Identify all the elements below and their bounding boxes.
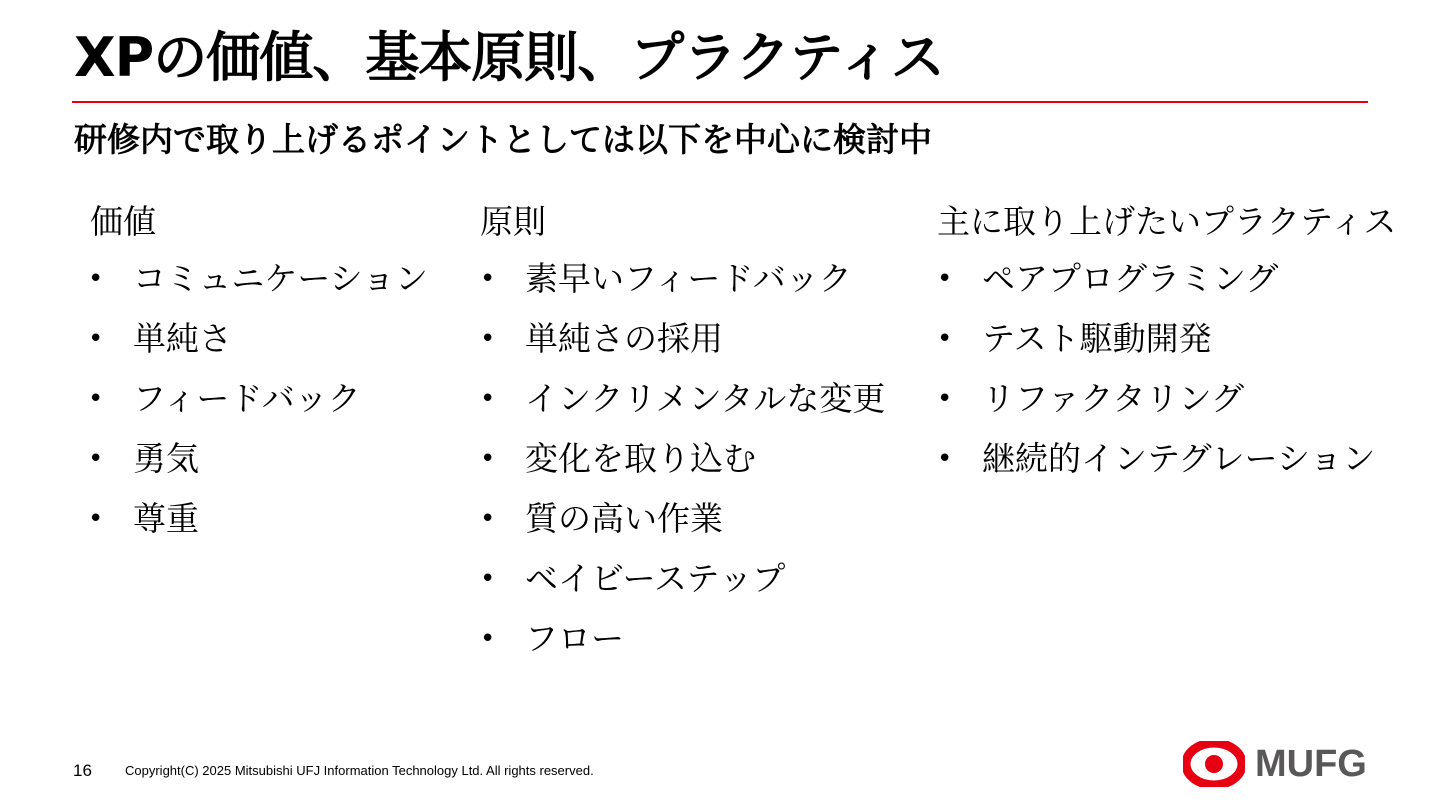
list-item-label: ベイビーステップ [525,559,786,598]
bullet: • [937,324,953,354]
practices-heading: 主に取り上げたいプラクティス [937,202,1397,241]
values-list [88,254,428,554]
list-item-label: フィードバック [133,379,361,418]
slide-subtitle: 研修内で取り上げるポイントとしては以下を中心に検討中 [74,120,932,159]
list-item-label: コミュニケーション [133,259,429,298]
title-underline [72,101,1368,103]
list-item [937,434,1396,494]
list-item-label: 勇気 [133,439,199,478]
list-item-label: インクリメンタルな変更 [525,379,886,418]
list-item-label: 変化を取り込む [525,439,756,478]
logo-wordmark: MUFG [1255,743,1367,785]
list-item-label: フロー [525,619,624,658]
list-item [937,374,1396,434]
list-item [88,374,428,434]
values-column [88,196,428,554]
mufg-logo-icon [1183,741,1245,787]
bullet: • [88,504,104,534]
practices-column [937,196,1396,494]
list-item [88,314,428,374]
list-item [480,314,885,374]
bullet: • [480,384,496,414]
list-item-label: 尊重 [133,499,199,538]
list-item [937,314,1396,374]
list-item-label: 素早いフィードバック [525,259,852,298]
list-item [480,374,885,434]
bullet: • [937,264,953,294]
list-item-label: 質の高い作業 [525,499,723,538]
principles-list [480,254,885,674]
list-item-label: テスト駆動開発 [982,319,1212,358]
list-item-label: 単純さの採用 [525,319,723,358]
page-number: 16 [73,761,92,780]
bullet: • [88,324,104,354]
principles-heading: 原則 [480,202,546,241]
bullet: • [480,504,496,534]
list-item [937,254,1396,314]
list-item-label: 継続的インテグレーション [982,439,1376,478]
list-item [480,554,885,614]
list-item [480,434,885,494]
list-item [88,494,428,554]
bullet: • [480,564,496,594]
list-item [480,254,885,314]
values-heading: 価値 [90,202,156,241]
bullet: • [937,384,953,414]
bullet: • [480,324,496,354]
list-item-label: リファクタリング [982,379,1245,418]
list-item-label: 単純さ [133,319,232,358]
bullet: • [937,444,953,474]
list-item [480,614,885,674]
list-item [88,434,428,494]
list-item [88,254,428,314]
bullet: • [88,264,104,294]
list-item-label: ペアプログラミング [982,259,1279,298]
bullet: • [88,444,104,474]
bullet: • [480,264,496,294]
slide-title: XPの価値、基本原則、プラクティス [74,26,944,89]
bullet: • [480,444,496,474]
practices-list [937,254,1396,494]
bullet: • [88,384,104,414]
list-item [480,494,885,554]
principles-column [480,196,885,674]
mufg-logo [1183,741,1367,787]
bullet: • [480,624,496,654]
copyright-notice: Copyright(C) 2025 Mitsubishi UFJ Information Technology Ltd. All rights reserved. [125,763,594,778]
